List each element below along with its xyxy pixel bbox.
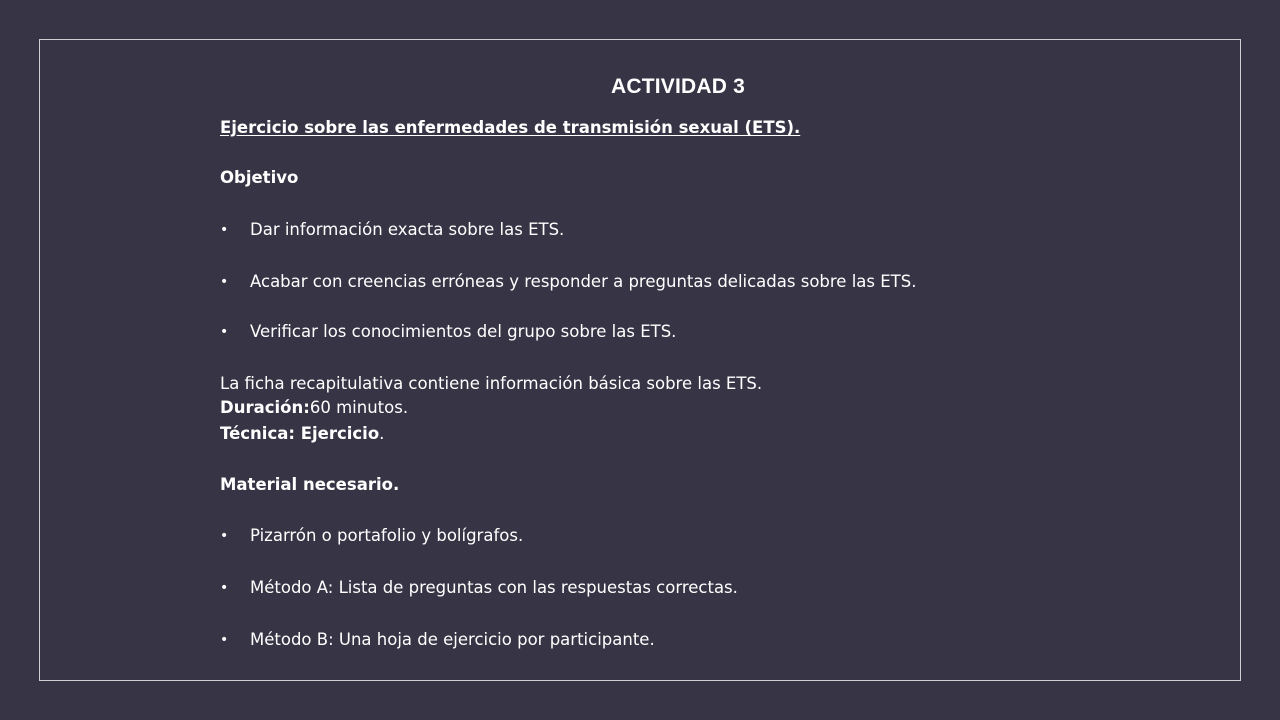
bullet-icon: • (220, 222, 229, 238)
objective-item (220, 270, 916, 294)
slide-title: ACTIVIDAD 3 (610, 75, 746, 98)
material-text: Método B: Una hoja de ejercicio por participante. (250, 630, 655, 649)
material-item (220, 628, 655, 652)
technique-suffix: . (379, 424, 385, 443)
objective-text: Verificar los conocimientos del grupo sobre las ETS. (250, 322, 677, 341)
duration-label: Duración: (220, 398, 310, 417)
material-label: Material necesario. (220, 475, 400, 494)
technique-label: Técnica: Ejercicio (220, 424, 380, 443)
summary-text: La ficha recapitulativa contiene información básica sobre las ETS. (220, 374, 763, 393)
bullet-icon: • (220, 580, 229, 596)
bullet-icon: • (220, 324, 229, 340)
activity-heading: Ejercicio sobre las enfermedades de transmisión sexual (ETS). (220, 118, 801, 137)
bullet-icon: • (220, 632, 229, 648)
bullet-icon: • (220, 528, 229, 544)
material-text: Pizarrón o portafolio y bolígrafos. (250, 526, 524, 545)
objective-text: Acabar con creencias erróneas y responder a preguntas delicadas sobre las ETS. (250, 272, 917, 291)
material-item (220, 524, 523, 548)
objective-item (220, 320, 676, 344)
technique-line (220, 422, 384, 446)
bullet-icon: • (220, 274, 229, 290)
duration-value: 60 minutos. (309, 398, 409, 417)
duration-line (220, 396, 408, 420)
material-text: Método A: Lista de preguntas con las respuestas correctas. (250, 578, 738, 597)
objective-item (220, 218, 564, 242)
objective-text: Dar información exacta sobre las ETS. (250, 220, 565, 239)
material-item (220, 576, 738, 600)
objective-label: Objetivo (220, 168, 299, 187)
